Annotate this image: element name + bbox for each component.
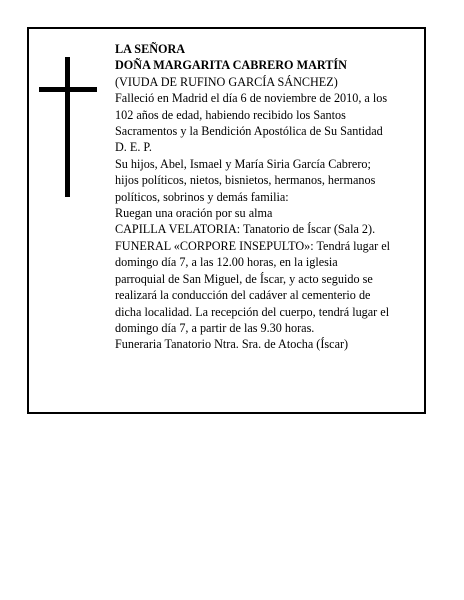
widow-line: (VIUDA DE RUFINO GARCÍA SÁNCHEZ) bbox=[115, 74, 338, 89]
latin-cross-icon bbox=[39, 57, 97, 197]
notice-text bbox=[115, 41, 427, 353]
funeral-line: dicha localidad. La recepción del cuerpo, tendrá lugar el bbox=[115, 304, 390, 319]
family-line: hijos políticos, nietos, bisnietos, hermanos, hermanos bbox=[115, 173, 376, 188]
prayer-line: Ruegan una oración por su alma bbox=[115, 206, 273, 221]
funeral-line: realizará la conducción del cadáver al cementerio de bbox=[115, 288, 371, 303]
death-line: 102 años de edad, habiendo recibido los Santos bbox=[115, 107, 346, 122]
death-line: D. E. P. bbox=[115, 140, 152, 155]
death-line: Sacramentos y la Bendición Apostólica de Su Santidad bbox=[115, 124, 383, 139]
funeral-line: domingo día 7, a las 12.00 horas, en la iglesia bbox=[115, 255, 338, 270]
cross-horizontal-bar bbox=[39, 87, 97, 92]
deceased-name: DOÑA MARGARITA CABRERO MARTÍN bbox=[115, 58, 347, 73]
notice-heading: LA SEÑORA bbox=[115, 42, 186, 56]
cross-vertical-bar bbox=[65, 57, 70, 197]
chapel-line: CAPILLA VELATORIA: Tanatorio de Íscar (Sala 2). bbox=[115, 222, 376, 237]
funeral-line: domingo día 7, a partir de las 9.30 horas. bbox=[115, 320, 315, 335]
obituary-notice bbox=[27, 27, 426, 414]
funeral-home-line: Funeraria Tanatorio Ntra. Sra. de Atocha (Íscar) bbox=[115, 337, 349, 352]
family-line: políticos, sobrinos y demás familia: bbox=[115, 189, 289, 204]
death-line: Falleció en Madrid el día 6 de noviembre de 2010, a los bbox=[115, 91, 388, 106]
funeral-line: FUNERAL «CORPORE INSEPULTO»: Tendrá lugar el bbox=[115, 238, 391, 253]
funeral-line: parroquial de San Miguel, de Íscar, y acto seguido se bbox=[115, 271, 373, 286]
family-line: Su hijos, Abel, Ismael y María Siria García Cabrero; bbox=[115, 156, 371, 171]
